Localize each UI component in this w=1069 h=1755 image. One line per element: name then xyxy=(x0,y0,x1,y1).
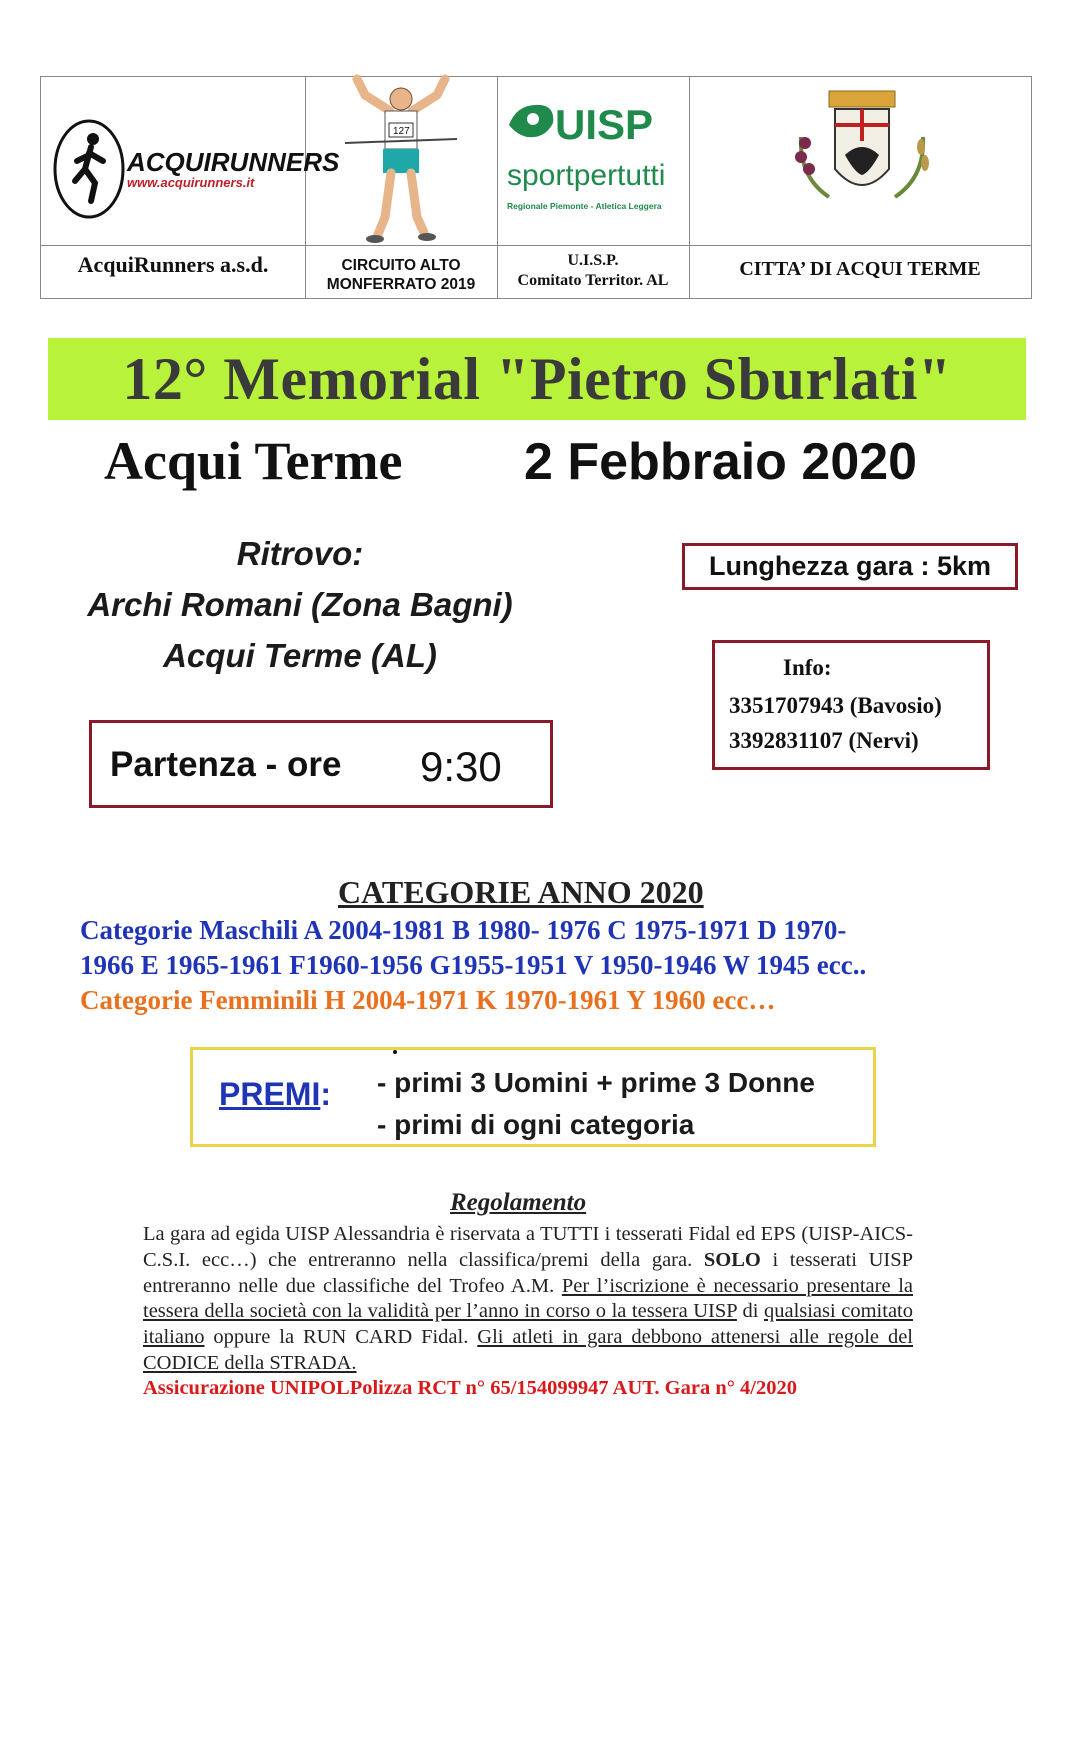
ritrovo-block xyxy=(60,528,540,681)
ritrovo-line1: Archi Romani (Zona Bagni) xyxy=(87,586,513,623)
categorie-maschili-line1: Categorie Maschili A 2004-1981 B 1980- 1976 C 1975-1971 D 1970- xyxy=(80,915,847,945)
uisp-subline: Regionale Piemonte - Atletica Leggera xyxy=(507,201,662,211)
citta-coat-of-arms xyxy=(689,77,1031,245)
premi-colon: : xyxy=(320,1076,331,1112)
regolamento-u2: qualsiasi comitato italiano xyxy=(143,1300,913,1349)
regolamento-u1: Per l’iscrizione è necessario presentare la tessera della società con la validità per l’anno in corso o la tessera UISP xyxy=(143,1274,913,1323)
partenza-time: 9:30 xyxy=(420,743,502,790)
partenza-box xyxy=(89,720,553,808)
uisp-tagline: sportpertutti xyxy=(507,159,666,192)
uisp-caption xyxy=(497,251,689,291)
ritrovo-line2: Acqui Terme (AL) xyxy=(163,637,437,674)
regolamento-title: Regolamento xyxy=(450,1189,587,1216)
premi-label: PREMI xyxy=(219,1076,321,1112)
info-phone2: 3392831107 (Nervi) xyxy=(729,728,919,753)
assicurazione-line: Assicurazione UNIPOLPolizza RCT n° 65/154099947 AUT. Gara n° 4/2020 xyxy=(143,1377,797,1399)
runner-silhouette-icon xyxy=(41,77,340,245)
premi-box xyxy=(190,1047,876,1147)
premi-item-1: - primi 3 Uomini + prime 3 Donne xyxy=(377,1067,815,1098)
info-phone1: 3351707943 (Bavosio) xyxy=(729,693,942,718)
circuito-caption xyxy=(305,256,497,294)
regolamento-p3: di xyxy=(736,1300,764,1323)
bib-number: 127 xyxy=(393,126,410,137)
uisp-caption-line2: Comitato Territor. AL xyxy=(517,272,669,289)
regolamento-p4: oppure la RUN CARD Fidal. xyxy=(204,1326,478,1349)
runner-illustration-icon xyxy=(305,77,497,245)
info-box xyxy=(712,640,990,770)
ritrovo-label: Ritrovo: xyxy=(236,535,364,572)
title-band xyxy=(48,338,1026,420)
premi-item-2: - primi di ogni categoria xyxy=(377,1109,695,1140)
circuito-caption-line1: CIRCUITO ALTO xyxy=(341,257,461,274)
regolamento-p1: La gara ad egida UISP Alessandria è riservata a TUTTI i tesserati Fidal ed EPS (UISP-AICS-C.S.I. ecc…) che entreranno nella classifica/premi della gara. xyxy=(143,1223,913,1271)
lunghezza-box xyxy=(682,543,1018,590)
info-label: Info: xyxy=(783,655,832,680)
circuito-caption-line2: MONFERRATO 2019 xyxy=(326,276,476,293)
acquirunners-url: www.acquirunners.it xyxy=(127,175,255,190)
acquirunners-name: ACQUIRUNNERS xyxy=(127,147,340,177)
regolamento-u3: Gli atleti in gara debbono attenersi alle regole del CODICE della STRADA. xyxy=(143,1326,913,1374)
categorie-list xyxy=(80,913,980,1018)
page-title: 12° Memorial "Pietro Sburlati" xyxy=(122,346,952,412)
lunghezza-text: Lunghezza gara : 5km xyxy=(708,551,992,581)
regolamento-p2: i tesserati UISP entreranno nelle due classifiche del Trofeo A.M. xyxy=(143,1248,913,1297)
categorie-femminili: Categorie Femminili H 2004-1971 K 1970-1961 Y 1960 ecc… xyxy=(80,985,776,1015)
coat-of-arms-icon xyxy=(689,77,1031,245)
uisp-caption-line1: U.I.S.P. xyxy=(567,252,619,269)
acquirunners-logo xyxy=(41,77,340,245)
circuito-runner-illustration xyxy=(305,77,497,245)
sponsor-logo-strip xyxy=(40,76,1032,299)
bullet-dot xyxy=(393,1050,397,1054)
premi-label-wrap xyxy=(219,1076,331,1113)
categorie-title: CATEGORIE ANNO 2020 xyxy=(338,874,704,910)
regolamento-text xyxy=(143,1222,913,1377)
uisp-name: UISP xyxy=(555,101,654,148)
premi-list xyxy=(377,1062,815,1146)
regolamento-solo: SOLO xyxy=(703,1248,761,1271)
citta-caption: CITTA’ DI ACQUI TERME xyxy=(739,258,981,280)
categorie-maschili-line2: 1966 E 1965-1961 F1960-1956 G1955-1951 V 1950-1946 W 1945 ecc.. xyxy=(80,950,867,980)
acquirunners-caption: AcquiRunners a.s.d. xyxy=(77,252,269,277)
divider xyxy=(41,245,1031,246)
event-place: Acqui Terme xyxy=(104,431,403,491)
event-date: 2 Febbraio 2020 xyxy=(524,433,918,491)
uisp-logo xyxy=(497,77,689,245)
partenza-label: Partenza - ore xyxy=(110,745,342,784)
uisp-emblem-icon xyxy=(497,77,689,245)
